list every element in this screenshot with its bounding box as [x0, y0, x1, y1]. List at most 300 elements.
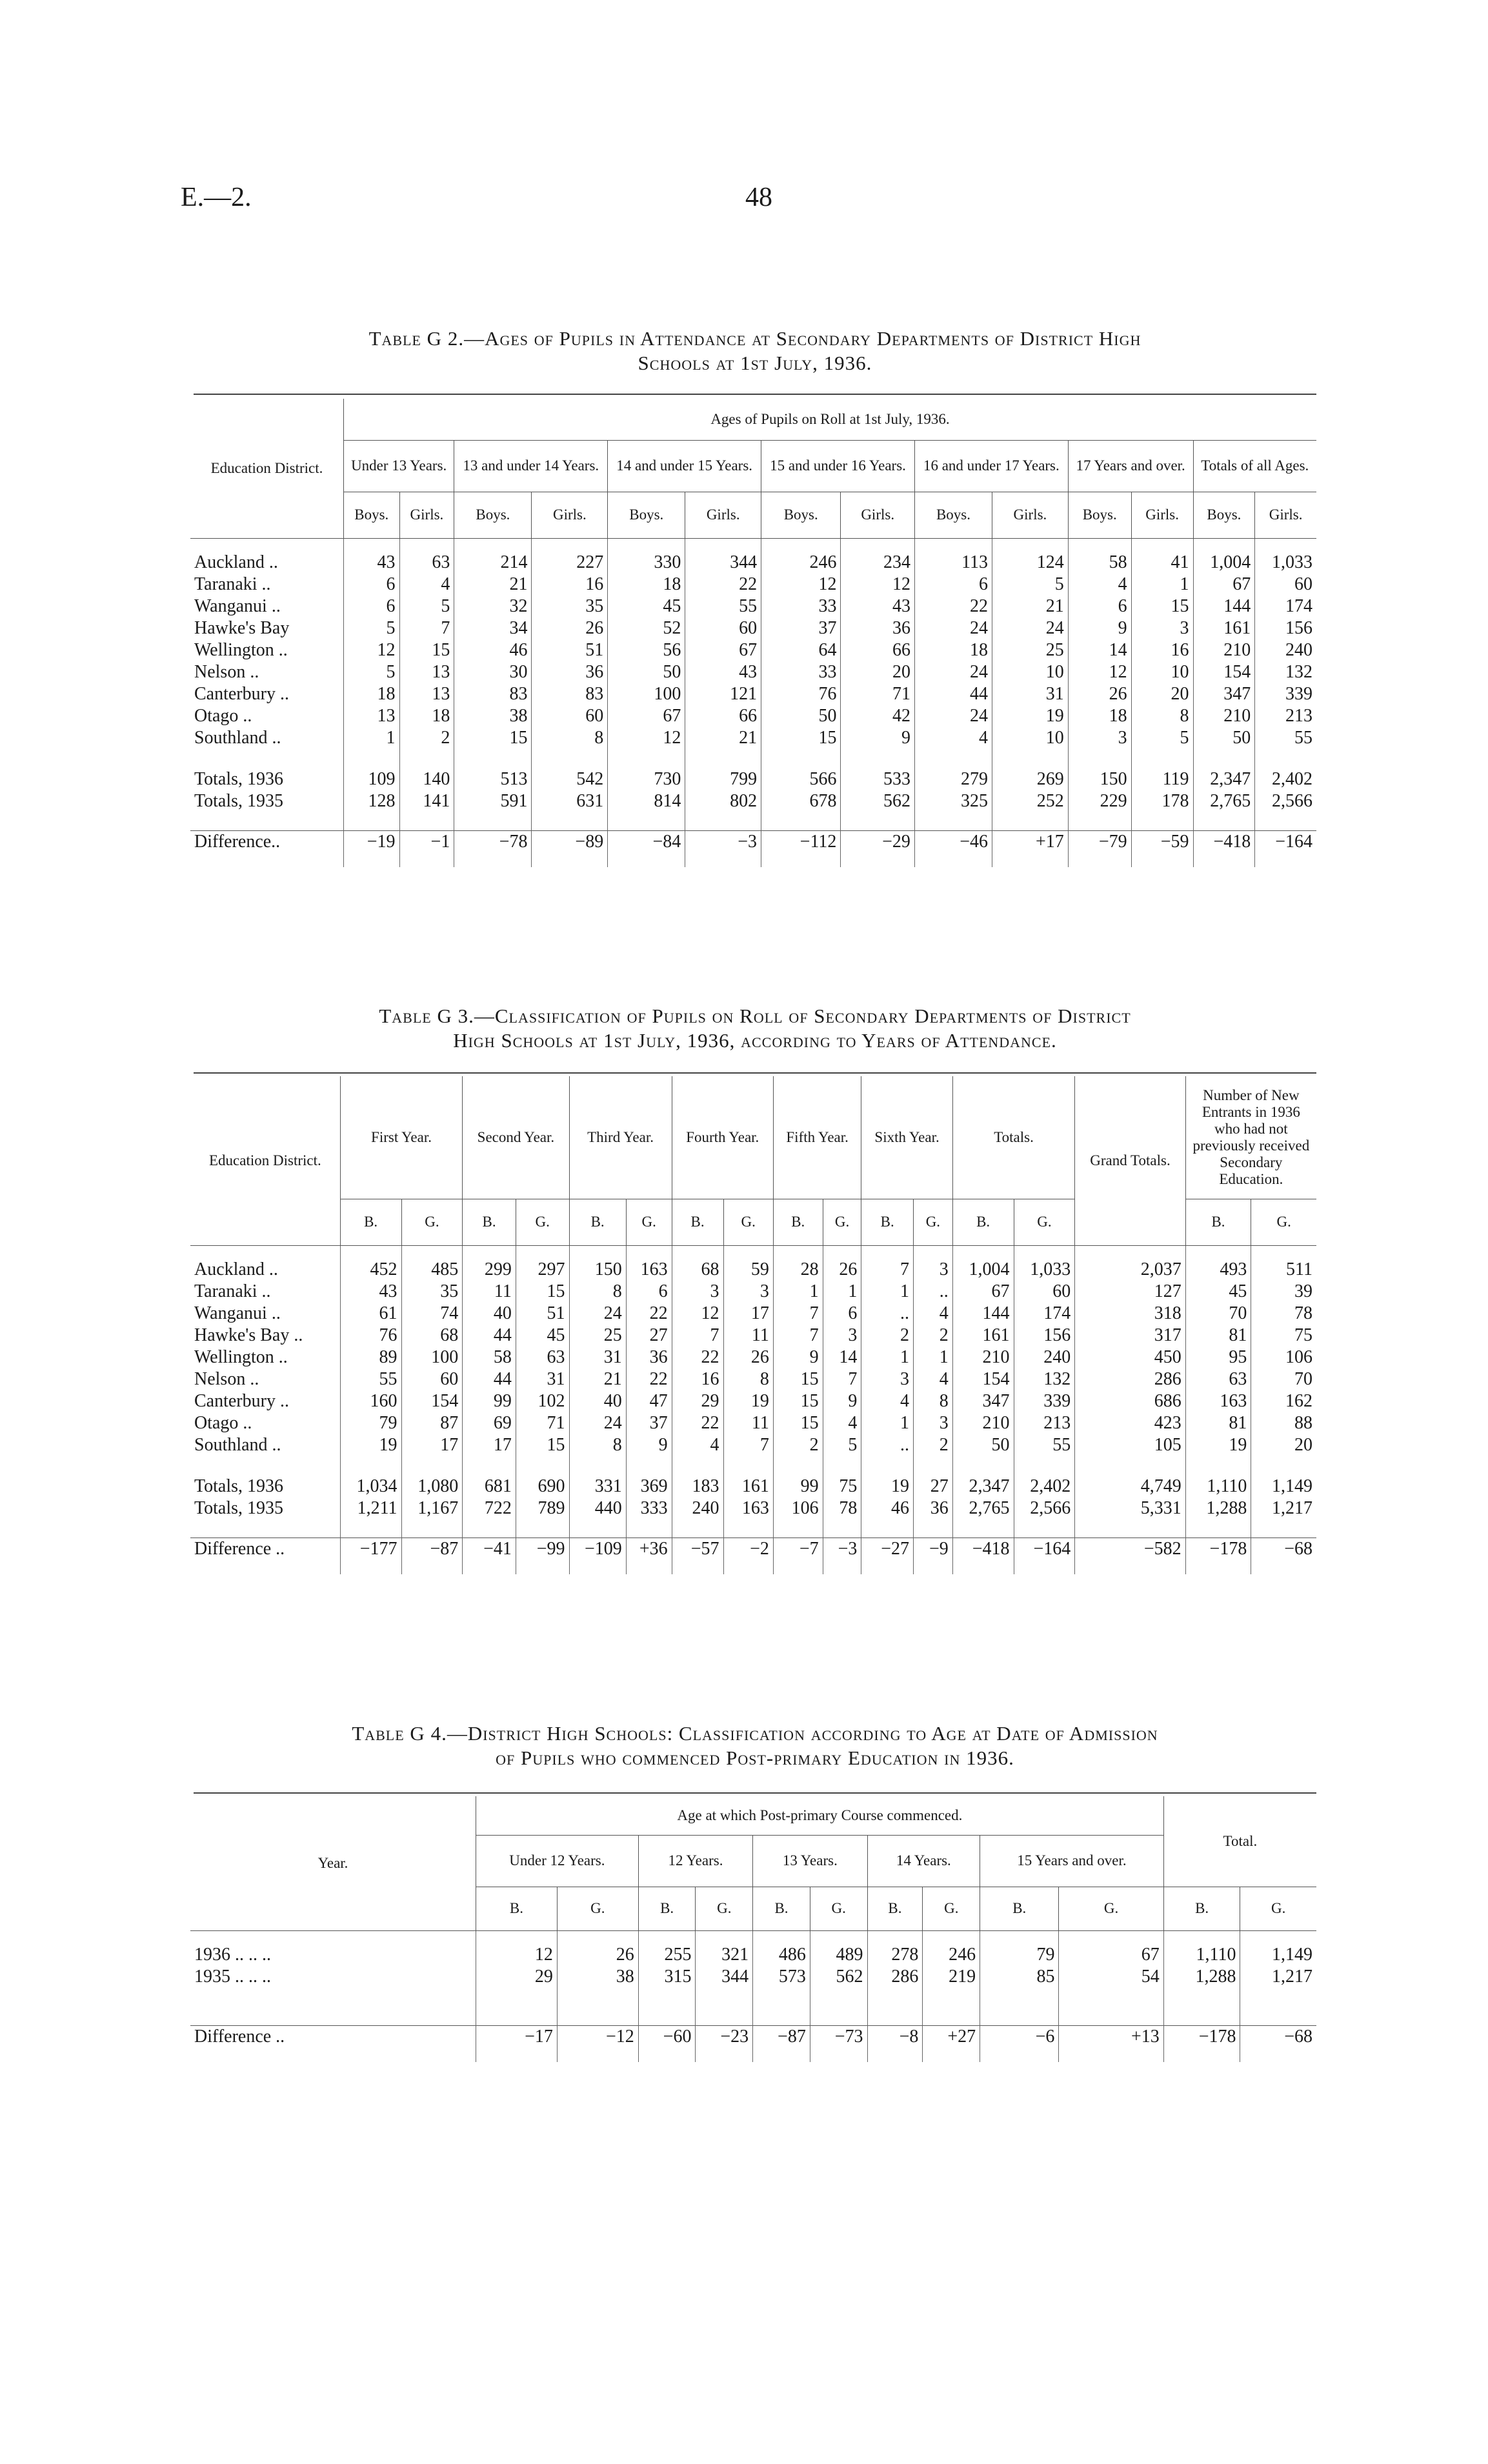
- spacer-cell: [1251, 1245, 1316, 1259]
- spacer-row: [190, 1519, 1316, 1538]
- table-row: [190, 552, 1316, 574]
- spacer-cell: [685, 812, 761, 831]
- table-cell: 347: [952, 1390, 1014, 1412]
- spacer-cell: [190, 2048, 476, 2062]
- table-row: [190, 683, 1316, 705]
- column-subheader: B.: [672, 1199, 723, 1245]
- spacer-cell: [1255, 853, 1316, 867]
- table-cell: +36: [626, 1537, 672, 1560]
- table-cell: 369: [626, 1476, 672, 1497]
- table-cell: 3: [823, 1325, 861, 1347]
- table-cell: 17: [401, 1434, 463, 1456]
- table-cell: −418: [952, 1537, 1014, 1560]
- spacer-cell: [1185, 1456, 1251, 1476]
- table-cell: 66: [685, 705, 761, 727]
- spacer-cell: [841, 538, 915, 552]
- column-subheader: B.: [569, 1199, 626, 1245]
- spacer-cell: [685, 538, 761, 552]
- spacer-cell: [823, 1456, 861, 1476]
- table-cell: 9: [823, 1390, 861, 1412]
- spacer-cell: [1014, 1519, 1075, 1538]
- column-subheader: Boys.: [914, 492, 992, 538]
- column-group-header: Third Year.: [569, 1076, 672, 1199]
- table-cell: 6: [823, 1303, 861, 1325]
- table-cell: 39: [1251, 1281, 1316, 1303]
- spacer-cell: [340, 1560, 401, 1574]
- spacer-cell: [340, 1456, 401, 1476]
- table-cell: 161: [952, 1325, 1014, 1347]
- spacer-cell: [672, 1245, 723, 1259]
- spacer-cell: [923, 2048, 980, 2062]
- table-cell: 210: [952, 1412, 1014, 1434]
- table-cell: 100: [401, 1347, 463, 1368]
- spacer-cell: [190, 1456, 340, 1476]
- spacer-cell: [914, 749, 992, 768]
- column-subheader: G.: [723, 1199, 773, 1245]
- spacer-cell: [638, 2007, 696, 2026]
- spacer-cell: [753, 1930, 810, 1944]
- spacer-cell: [344, 853, 400, 867]
- row-label: Nelson ..: [194, 661, 259, 682]
- spacer-cell: [190, 1988, 476, 2007]
- column-subheader: B.: [1185, 1199, 1251, 1245]
- table-cell: 2: [861, 1325, 914, 1347]
- spacer-cell: [1193, 853, 1255, 867]
- table-cell: 1,004: [1193, 552, 1255, 574]
- table-cell: 78: [823, 1497, 861, 1519]
- table-cell: 55: [1255, 727, 1316, 749]
- table-cell: −59: [1131, 830, 1193, 853]
- table-cell: 89: [340, 1347, 401, 1368]
- column-subheader: G.: [401, 1199, 463, 1245]
- table-cell: 56: [608, 639, 685, 661]
- table-cell: 50: [761, 705, 841, 727]
- spacer-cell: [190, 1560, 340, 1574]
- table-cell: 75: [823, 1476, 861, 1497]
- spacer-row: [190, 1560, 1316, 1574]
- table-cell: 154: [401, 1390, 463, 1412]
- table-cell: 2,402: [1014, 1476, 1075, 1497]
- table-cell: 330: [608, 552, 685, 574]
- table-cell: 227: [532, 552, 608, 574]
- column-group-header: 17 Years and over.: [1068, 440, 1193, 492]
- table-cell: 591: [454, 790, 532, 812]
- table-cell: 63: [516, 1347, 569, 1368]
- spacer-cell: [463, 1519, 516, 1538]
- column-subheader: G.: [923, 1887, 980, 1930]
- table-cell: 45: [608, 596, 685, 617]
- table-cell: 19: [992, 705, 1069, 727]
- table-cell: 27: [914, 1476, 953, 1497]
- table-cell: 174: [1014, 1303, 1075, 1325]
- table-cell: 3: [861, 1368, 914, 1390]
- table-cell: 150: [569, 1259, 626, 1281]
- table-cell: 60: [532, 705, 608, 727]
- spacer-cell: [952, 1519, 1014, 1538]
- table-cell: 286: [1075, 1368, 1185, 1390]
- row-label: Hawke's Bay ..: [194, 1325, 303, 1345]
- table-cell: 15: [761, 727, 841, 749]
- column-subheader: B.: [340, 1199, 401, 1245]
- column-subheader: G.: [1059, 1887, 1163, 1930]
- table-cell: 34: [454, 617, 532, 639]
- table-cell: 331: [569, 1476, 626, 1497]
- table-row: [190, 830, 1316, 853]
- spacer-cell: [1193, 812, 1255, 831]
- row-label: Hawke's Bay: [194, 617, 290, 638]
- column-subheader: Girls.: [532, 492, 608, 538]
- spacer-cell: [608, 749, 685, 768]
- table-cell: 229: [1068, 790, 1131, 812]
- caption-line: Table G 3.—Classification of Pupils on Roll of Secondary Departments of District: [379, 1005, 1131, 1027]
- table-cell: −17: [476, 2025, 558, 2048]
- spacer-cell: [1251, 1519, 1316, 1538]
- table-cell: 141: [399, 790, 454, 812]
- table-row: [190, 1497, 1316, 1519]
- table-cell: 2,765: [1193, 790, 1255, 812]
- spacer-cell: [1068, 749, 1131, 768]
- table-cell: 161: [723, 1476, 773, 1497]
- top-rule: [194, 1072, 1316, 1074]
- table-cell: 99: [463, 1390, 516, 1412]
- table-cell: 5: [992, 574, 1069, 596]
- table-cell: 13: [399, 683, 454, 705]
- table-cell: 44: [463, 1325, 516, 1347]
- table-cell: 440: [569, 1497, 626, 1519]
- column-subheader: G.: [1251, 1199, 1316, 1245]
- table-cell: 240: [1255, 639, 1316, 661]
- table-cell: 730: [608, 768, 685, 790]
- table-cell: −3: [823, 1537, 861, 1560]
- table-cell: 36: [914, 1497, 953, 1519]
- table-cell: 1,080: [401, 1476, 463, 1497]
- table-cell: 15: [773, 1390, 823, 1412]
- spacer-cell: [532, 812, 608, 831]
- column-header-year: Year.: [190, 1796, 476, 1930]
- table-cell: 58: [463, 1347, 516, 1368]
- table-cell: 50: [1193, 727, 1255, 749]
- table-cell: 15: [1131, 596, 1193, 617]
- spacer-cell: [992, 749, 1069, 768]
- table-cell: 4: [823, 1412, 861, 1434]
- table-cell: 19: [1185, 1434, 1251, 1456]
- table-cell: 2: [773, 1434, 823, 1456]
- table-cell: 95: [1185, 1347, 1251, 1368]
- table-row: [190, 661, 1316, 683]
- table-cell: 7: [823, 1368, 861, 1390]
- table-cell: 5: [399, 596, 454, 617]
- table-cell: 339: [1255, 683, 1316, 705]
- table-cell: 18: [399, 705, 454, 727]
- spacer-cell: [992, 538, 1069, 552]
- table-cell: 1,217: [1240, 1966, 1316, 1988]
- column-subheader: B.: [476, 1887, 558, 1930]
- table-cell: −73: [810, 2025, 867, 2048]
- spacer-cell: [1193, 749, 1255, 768]
- table-cell: 423: [1075, 1412, 1185, 1434]
- table-cell: 37: [626, 1412, 672, 1434]
- table-cell: 28: [773, 1259, 823, 1281]
- spacer-cell: [1059, 1988, 1163, 2007]
- table-cell: 339: [1014, 1390, 1075, 1412]
- spacer-cell: [773, 1560, 823, 1574]
- spacer-cell: [992, 812, 1069, 831]
- column-subheader: B.: [463, 1199, 516, 1245]
- table-cell: 154: [1193, 661, 1255, 683]
- spacer-cell: [761, 749, 841, 768]
- spacer-cell: [753, 2048, 810, 2062]
- column-group-header: Fifth Year.: [773, 1076, 861, 1199]
- table-cell: −177: [340, 1537, 401, 1560]
- super-header: Age at which Post-primary Course commenced.: [476, 1796, 1164, 1835]
- table-cell: 144: [1193, 596, 1255, 617]
- spacer-cell: [672, 1519, 723, 1538]
- spacer-cell: [1131, 749, 1193, 768]
- table-cell: 18: [1068, 705, 1131, 727]
- table-cell: 1,110: [1185, 1476, 1251, 1497]
- table-cell: 19: [723, 1390, 773, 1412]
- table-cell: 1,033: [1014, 1259, 1075, 1281]
- spacer-cell: [1075, 1456, 1185, 1476]
- spacer-cell: [980, 1930, 1059, 1944]
- table-cell: ..: [914, 1281, 953, 1303]
- table-cell: −27: [861, 1537, 914, 1560]
- spacer-cell: [923, 2007, 980, 2026]
- table-cell: −41: [463, 1537, 516, 1560]
- table-cell: 52: [608, 617, 685, 639]
- table-cell: 15: [773, 1368, 823, 1390]
- table-row: [190, 1281, 1316, 1303]
- spacer-cell: [516, 1519, 569, 1538]
- table-row: [190, 1476, 1316, 1497]
- table-cell: 6: [914, 574, 992, 596]
- column-group-header: Sixth Year.: [861, 1076, 952, 1199]
- spacer-cell: [1075, 1245, 1185, 1259]
- spacer-cell: [1059, 2048, 1163, 2062]
- row-label: Wellington ..: [194, 1347, 288, 1367]
- table-cell: 67: [608, 705, 685, 727]
- table-row: [190, 705, 1316, 727]
- table-cell: −2: [723, 1537, 773, 1560]
- table-cell: 75: [1251, 1325, 1316, 1347]
- table-cell: 60: [1255, 574, 1316, 596]
- table-cell: 1,288: [1163, 1966, 1240, 1988]
- column-subheader: Girls.: [685, 492, 761, 538]
- spacer-cell: [569, 1519, 626, 1538]
- table-cell: 51: [516, 1303, 569, 1325]
- table-cell: 61: [340, 1303, 401, 1325]
- table-cell: 83: [532, 683, 608, 705]
- table-row: [190, 1412, 1316, 1434]
- table-cell: 681: [463, 1476, 516, 1497]
- spacer-cell: [672, 1456, 723, 1476]
- table-cell: 20: [1131, 683, 1193, 705]
- spacer-cell: [190, 749, 344, 768]
- table-cell: 9: [1068, 617, 1131, 639]
- column-subheader: Boys.: [1068, 492, 1131, 538]
- table-cell: 542: [532, 768, 608, 790]
- table-cell: 140: [399, 768, 454, 790]
- table-cell: 210: [952, 1347, 1014, 1368]
- table-cell: 317: [1075, 1325, 1185, 1347]
- table-cell: 278: [867, 1944, 923, 1966]
- table-cell: 8: [569, 1434, 626, 1456]
- table-cell: 533: [841, 768, 915, 790]
- column-group-header: Totals.: [952, 1076, 1075, 1199]
- table-cell: −164: [1255, 830, 1316, 853]
- caption-line: Table G 4.—District High Schools: Classification according to Age at Date of Admission: [352, 1722, 1158, 1745]
- table-cell: 30: [454, 661, 532, 683]
- spacer-row: [190, 853, 1316, 867]
- spacer-cell: [1163, 2007, 1240, 2026]
- table-cell: 163: [1185, 1390, 1251, 1412]
- table-cell: 121: [685, 683, 761, 705]
- table-cell: 814: [608, 790, 685, 812]
- table-cell: 240: [1014, 1347, 1075, 1368]
- spacer-cell: [980, 2048, 1059, 2062]
- table-cell: 6: [344, 574, 400, 596]
- table-cell: 81: [1185, 1325, 1251, 1347]
- table-cell: 8: [723, 1368, 773, 1390]
- spacer-cell: [1075, 1519, 1185, 1538]
- table-cell: 58: [1068, 552, 1131, 574]
- spacer-cell: [344, 812, 400, 831]
- row-label: Southland ..: [194, 727, 281, 748]
- table-cell: 46: [861, 1497, 914, 1519]
- page-number: 48: [745, 183, 772, 212]
- spacer-cell: [672, 1560, 723, 1574]
- table-cell: 7: [399, 617, 454, 639]
- table-cell: 4: [399, 574, 454, 596]
- spacer-cell: [626, 1560, 672, 1574]
- table-cell: 15: [773, 1412, 823, 1434]
- row-label: Wellington ..: [194, 639, 288, 660]
- table-cell: 24: [992, 617, 1069, 639]
- table-cell: 1,004: [952, 1259, 1014, 1281]
- column-subheader: G.: [516, 1199, 569, 1245]
- table-cell: −7: [773, 1537, 823, 1560]
- table-cell: 38: [557, 1966, 638, 1988]
- table-cell: 252: [992, 790, 1069, 812]
- table-cell: 799: [685, 768, 761, 790]
- row-label: Auckland ..: [194, 1259, 278, 1279]
- table-cell: −99: [516, 1537, 569, 1560]
- spacer-cell: [1163, 1988, 1240, 2007]
- table-cell: 3: [723, 1281, 773, 1303]
- table-cell: 26: [557, 1944, 638, 1966]
- table-cell: 10: [1131, 661, 1193, 683]
- spacer-cell: [190, 853, 344, 867]
- table-cell: 46: [454, 639, 532, 661]
- spacer-cell: [399, 812, 454, 831]
- table-cell: 5: [344, 617, 400, 639]
- column-subheader: B.: [952, 1199, 1014, 1245]
- spacer-cell: [980, 1988, 1059, 2007]
- table-cell: 246: [761, 552, 841, 574]
- spacer-cell: [476, 1930, 558, 1944]
- spacer-cell: [1193, 538, 1255, 552]
- table-cell: 12: [761, 574, 841, 596]
- table-cell: 15: [516, 1281, 569, 1303]
- spacer-cell: [823, 1560, 861, 1574]
- table-cell: 124: [992, 552, 1069, 574]
- table-cell: +13: [1059, 2025, 1163, 2048]
- table-cell: 16: [1131, 639, 1193, 661]
- table-cell: 22: [685, 574, 761, 596]
- table-cell: 71: [841, 683, 915, 705]
- column-subheader: B.: [753, 1887, 810, 1930]
- spacer-cell: [1131, 538, 1193, 552]
- table-cell: 33: [761, 596, 841, 617]
- spacer-cell: [626, 1456, 672, 1476]
- table-cell: 63: [399, 552, 454, 574]
- table-cell: 160: [340, 1390, 401, 1412]
- table-cell: 279: [914, 768, 992, 790]
- table-cell: 1,211: [340, 1497, 401, 1519]
- table-cell: 60: [1014, 1281, 1075, 1303]
- spacer-cell: [463, 1560, 516, 1574]
- table-row: [190, 1944, 1316, 1966]
- table-cell: 50: [952, 1434, 1014, 1456]
- table-cell: 63: [1185, 1368, 1251, 1390]
- table-cell: 66: [841, 639, 915, 661]
- row-label: Otago ..: [194, 1412, 252, 1433]
- table-cell: 161: [1193, 617, 1255, 639]
- spacer-cell: [1014, 1456, 1075, 1476]
- table-cell: 132: [1255, 661, 1316, 683]
- table-cell: 20: [1251, 1434, 1316, 1456]
- spacer-row: [190, 812, 1316, 831]
- table-cell: 489: [810, 1944, 867, 1966]
- spacer-cell: [1068, 853, 1131, 867]
- table-row: [190, 574, 1316, 596]
- table-cell: 55: [685, 596, 761, 617]
- table-cell: 6: [626, 1281, 672, 1303]
- column-group-header: 15 and under 16 Years.: [761, 440, 915, 492]
- spacer-cell: [608, 853, 685, 867]
- spacer-cell: [723, 1456, 773, 1476]
- table-cell: 11: [723, 1412, 773, 1434]
- spacer-cell: [685, 853, 761, 867]
- spacer-cell: [1059, 1930, 1163, 1944]
- table-cell: 5: [823, 1434, 861, 1456]
- column-subheader: B.: [638, 1887, 696, 1930]
- table-cell: 690: [516, 1476, 569, 1497]
- table-cell: 12: [841, 574, 915, 596]
- table-cell: 68: [401, 1325, 463, 1347]
- spacer-cell: [454, 538, 532, 552]
- spacer-cell: [696, 1930, 753, 1944]
- table-cell: 40: [569, 1390, 626, 1412]
- row-label: Nelson ..: [194, 1368, 259, 1389]
- table-cell: 2,037: [1075, 1259, 1185, 1281]
- spacer-cell: [638, 2048, 696, 2062]
- table-cell: 246: [923, 1944, 980, 1966]
- table-cell: 18: [344, 683, 400, 705]
- table-cell: 74: [401, 1303, 463, 1325]
- table-row: [190, 2025, 1316, 2048]
- spacer-cell: [476, 1988, 558, 2007]
- table-cell: 452: [340, 1259, 401, 1281]
- table-cell: −1: [399, 830, 454, 853]
- spacer-cell: [1163, 2048, 1240, 2062]
- row-label: 1935 .. .. ..: [194, 1966, 271, 1987]
- table-cell: 13: [344, 705, 400, 727]
- spacer-cell: [569, 1245, 626, 1259]
- spacer-cell: [344, 749, 400, 768]
- table-cell: −68: [1251, 1537, 1316, 1560]
- table-cell: 43: [841, 596, 915, 617]
